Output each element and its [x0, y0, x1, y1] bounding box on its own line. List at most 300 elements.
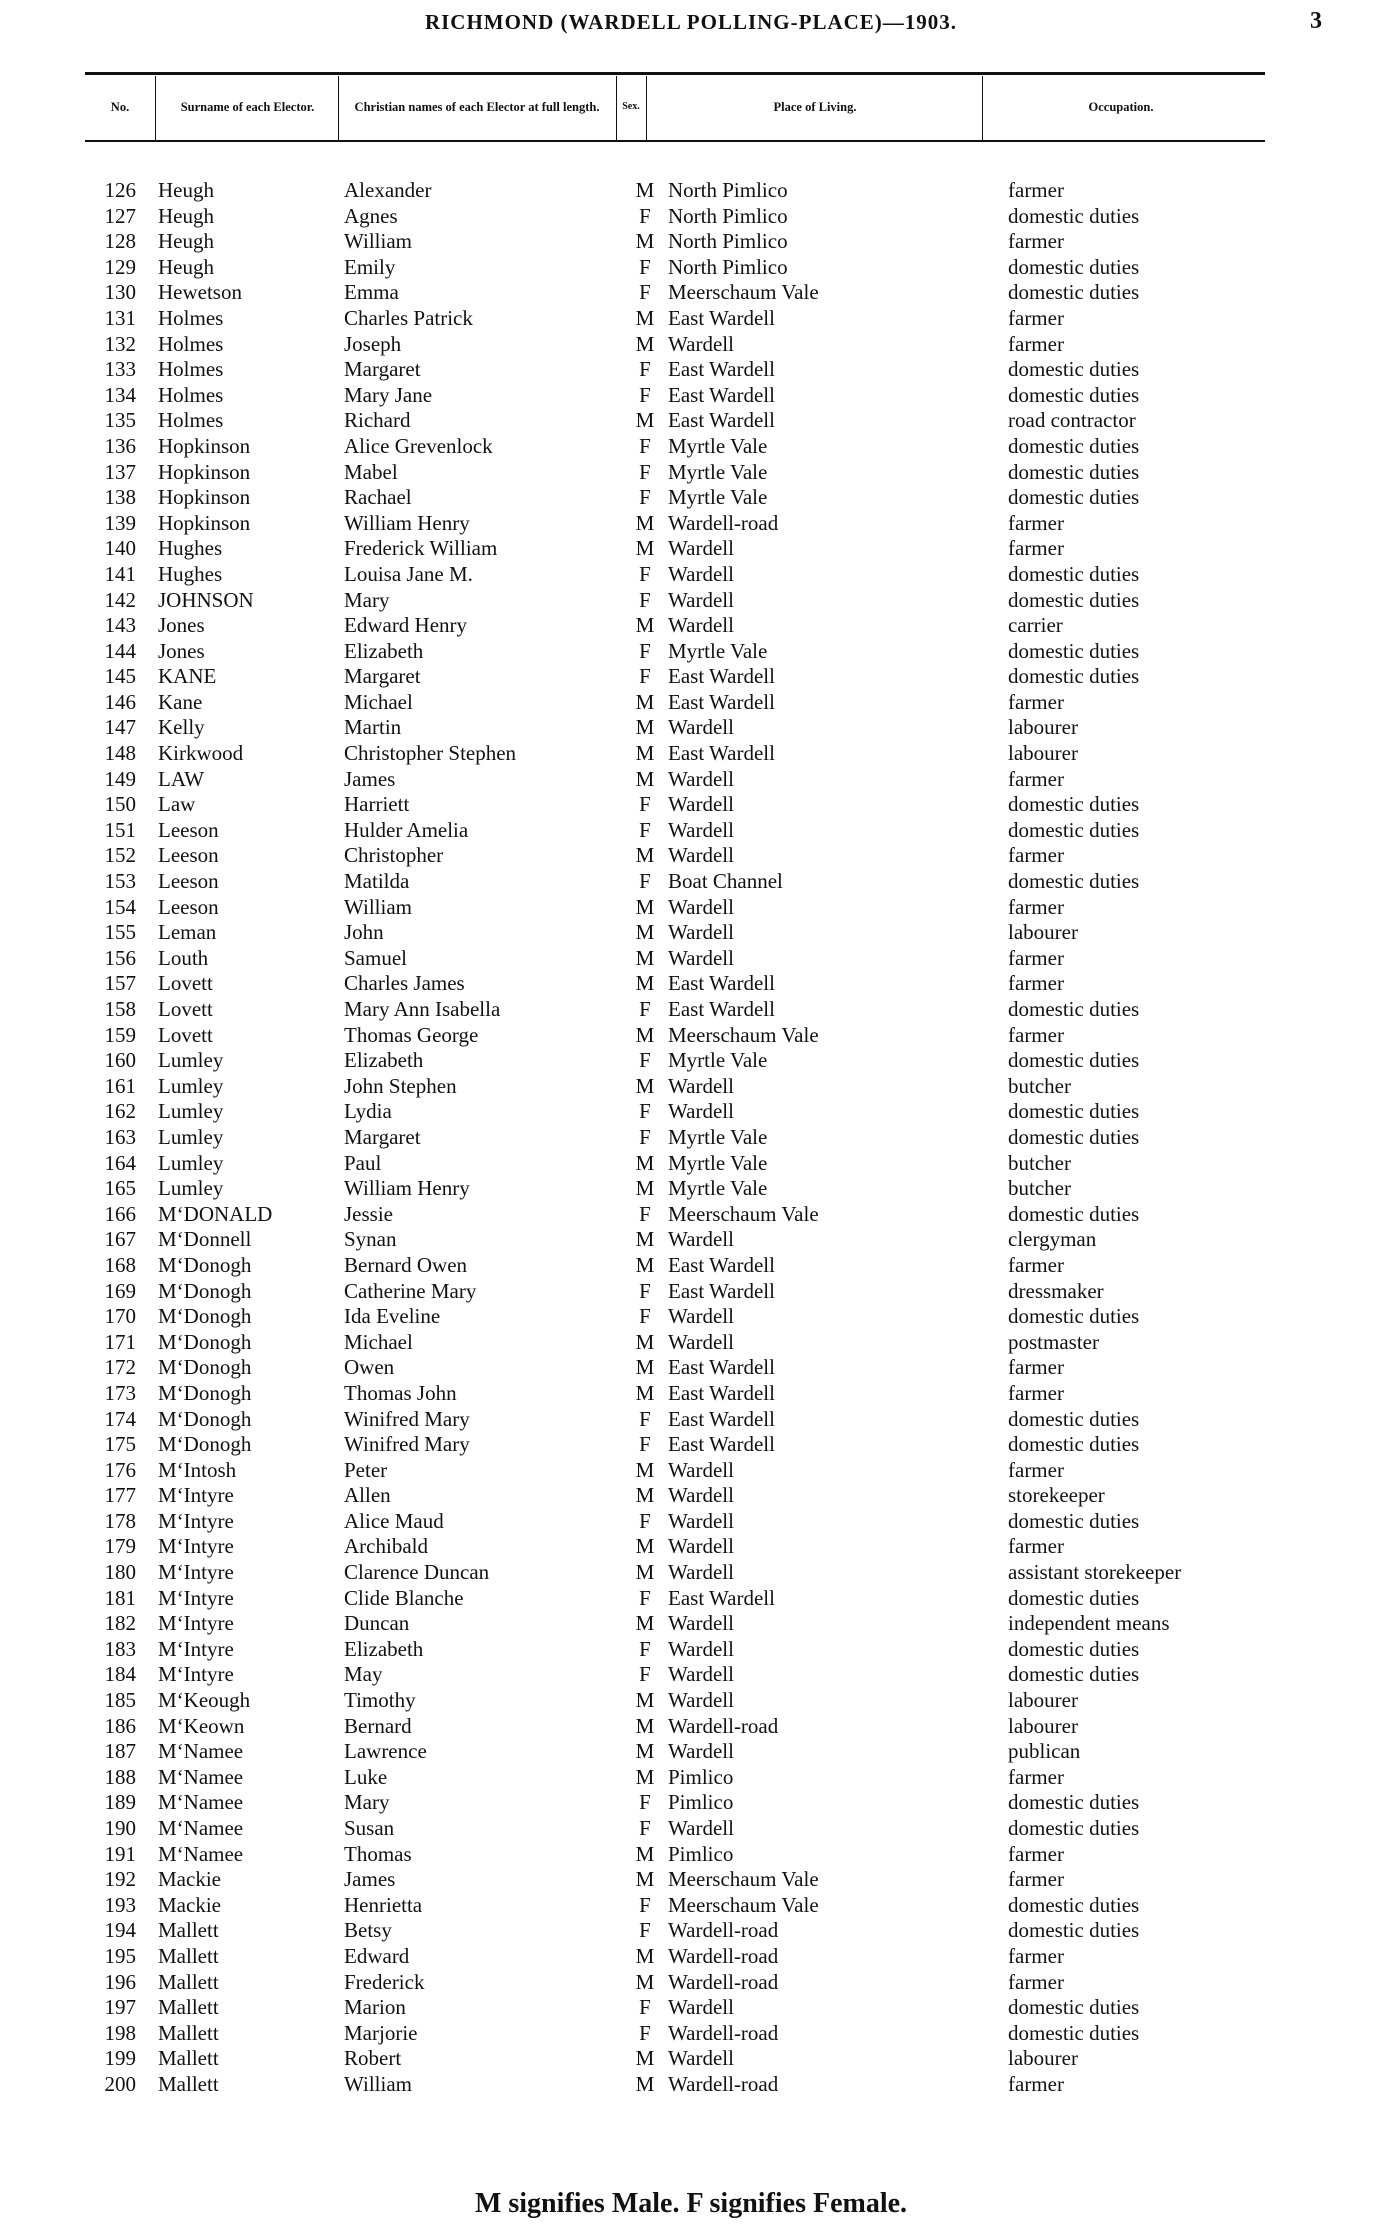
- elector-place-of-living: Wardell: [668, 561, 734, 586]
- elector-surname: M‘Keough: [158, 1688, 251, 1713]
- elector-occupation: labourer: [1008, 741, 1078, 766]
- elector-number: 179: [104, 1534, 136, 1559]
- elector-sex: M: [635, 843, 655, 868]
- elector-surname: Leeson: [158, 843, 219, 868]
- elector-number: 147: [104, 715, 136, 740]
- table-row: [0, 511, 1382, 537]
- elector-sex: F: [639, 1918, 651, 1943]
- elector-christian-names: Richard: [344, 408, 411, 433]
- elector-place-of-living: Myrtle Vale: [668, 459, 768, 484]
- elector-number: 126: [104, 178, 136, 202]
- elector-sex: M: [635, 1022, 655, 1047]
- elector-occupation: farmer: [1008, 510, 1064, 535]
- elector-place-of-living: Myrtle Vale: [668, 433, 768, 458]
- elector-sex: F: [639, 280, 651, 305]
- elector-number: 139: [104, 510, 136, 535]
- elector-sex: M: [635, 1969, 655, 1994]
- elector-sex: M: [635, 2071, 655, 2096]
- elector-sex: M: [635, 920, 655, 945]
- elector-christian-names: Susan: [344, 1816, 395, 1840]
- elector-sex: F: [639, 2020, 651, 2045]
- elector-place-of-living: Wardell: [668, 331, 734, 356]
- elector-occupation: domestic duties: [1008, 485, 1140, 510]
- table-row: [0, 1995, 1382, 2021]
- elector-occupation: clergyman: [1008, 1227, 1097, 1252]
- elector-place-of-living: East Wardell: [668, 664, 775, 689]
- table-row: [0, 2021, 1382, 2047]
- elector-place-of-living: Pimlico: [668, 1790, 734, 1815]
- elector-sex: M: [635, 689, 655, 714]
- table-row: [0, 792, 1382, 818]
- elector-sex: M: [635, 510, 655, 535]
- table-row: [0, 1714, 1382, 1740]
- elector-place-of-living: Pimlico: [668, 1841, 734, 1866]
- elector-occupation: farmer: [1008, 1380, 1064, 1405]
- elector-surname: Mackie: [158, 1892, 221, 1917]
- elector-occupation: farmer: [1008, 331, 1064, 356]
- elector-number: 140: [104, 536, 136, 561]
- elector-number: 129: [104, 254, 136, 279]
- elector-occupation: domestic duties: [1008, 1201, 1140, 1226]
- elector-sex: M: [635, 715, 655, 740]
- table-row: [0, 1637, 1382, 1663]
- elector-christian-names: Edward: [344, 1943, 410, 1968]
- elector-number: 193: [104, 1892, 136, 1917]
- elector-surname: M‘Intosh: [158, 1457, 237, 1482]
- elector-number: 200: [104, 2071, 136, 2096]
- elector-number: 187: [104, 1739, 136, 1764]
- elector-sex: F: [639, 1099, 651, 1124]
- elector-place-of-living: Myrtle Vale: [668, 1176, 768, 1201]
- table-row: [0, 1227, 1382, 1253]
- table-row: [0, 1842, 1382, 1868]
- elector-surname: M‘Donogh: [158, 1432, 252, 1457]
- elector-occupation: labourer: [1008, 1688, 1078, 1713]
- elector-sex: F: [639, 561, 651, 586]
- elector-number: 172: [104, 1355, 136, 1380]
- elector-surname: Holmes: [158, 408, 224, 433]
- elector-sex: F: [639, 1995, 651, 2020]
- elector-surname: M‘Keown: [158, 1713, 245, 1738]
- elector-surname: M‘Intyre: [158, 1636, 234, 1661]
- elector-sex: F: [639, 1406, 651, 1431]
- elector-sex: F: [639, 638, 651, 663]
- elector-number: 145: [104, 664, 136, 689]
- elector-place-of-living: Wardell: [668, 1304, 734, 1329]
- elector-number: 160: [104, 1048, 136, 1073]
- elector-number: 146: [104, 689, 136, 714]
- elector-number: 168: [104, 1252, 136, 1277]
- elector-place-of-living: North Pimlico: [668, 254, 788, 279]
- elector-number: 144: [104, 638, 136, 663]
- elector-christian-names: Luke: [344, 1764, 388, 1789]
- elector-number: 189: [104, 1790, 136, 1815]
- elector-christian-names: Matilda: [344, 869, 410, 894]
- elector-surname: M‘Namee: [158, 1816, 244, 1840]
- elector-place-of-living: North Pimlico: [668, 203, 788, 228]
- elector-christian-names: John: [344, 920, 384, 945]
- elector-occupation: postmaster: [1008, 1329, 1099, 1354]
- elector-occupation: domestic duties: [1008, 1508, 1140, 1533]
- elector-sex: M: [635, 1560, 655, 1585]
- elector-christian-names: Harriett: [344, 792, 410, 817]
- table-row: [0, 588, 1382, 614]
- elector-christian-names: Agnes: [344, 203, 398, 228]
- elector-surname: Mackie: [158, 1867, 221, 1892]
- elector-place-of-living: East Wardell: [668, 1380, 775, 1405]
- elector-sex: F: [639, 1124, 651, 1149]
- elector-occupation: domestic duties: [1008, 357, 1140, 382]
- elector-occupation: farmer: [1008, 1252, 1064, 1277]
- elector-christian-names: Elizabeth: [344, 638, 424, 663]
- header-no: No.: [110, 100, 130, 114]
- elector-christian-names: Martin: [344, 715, 402, 740]
- elector-surname: Heugh: [158, 254, 214, 279]
- elector-place-of-living: Wardell: [668, 536, 734, 561]
- elector-occupation: assistant storekeeper: [1008, 1560, 1182, 1585]
- elector-sex: M: [635, 1380, 655, 1405]
- elector-occupation: domestic duties: [1008, 280, 1140, 305]
- elector-occupation: domestic duties: [1008, 792, 1140, 817]
- elector-christian-names: Winifred Mary: [344, 1406, 470, 1431]
- elector-place-of-living: Wardell: [668, 1457, 734, 1482]
- elector-christian-names: Michael: [344, 689, 413, 714]
- elector-place-of-living: Wardell: [668, 894, 734, 919]
- elector-number: 143: [104, 613, 136, 638]
- elector-surname: M‘Intyre: [158, 1560, 234, 1585]
- table-row: [0, 715, 1382, 741]
- elector-place-of-living: Wardell-road: [668, 2020, 779, 2045]
- elector-sex: M: [635, 1841, 655, 1866]
- table-row: [0, 2046, 1382, 2072]
- elector-place-of-living: Wardell: [668, 1739, 734, 1764]
- elector-occupation: farmer: [1008, 178, 1064, 202]
- elector-surname: Heugh: [158, 178, 214, 202]
- elector-christian-names: Henrietta: [344, 1892, 423, 1917]
- elector-occupation: domestic duties: [1008, 1048, 1140, 1073]
- elector-number: 176: [104, 1457, 136, 1482]
- elector-occupation: labourer: [1008, 1713, 1078, 1738]
- elector-occupation: farmer: [1008, 1867, 1064, 1892]
- elector-place-of-living: Meerschaum Vale: [668, 1867, 819, 1892]
- elector-surname: Holmes: [158, 382, 224, 407]
- elector-number: 170: [104, 1304, 136, 1329]
- elector-occupation: domestic duties: [1008, 382, 1140, 407]
- elector-place-of-living: Wardell-road: [668, 1943, 779, 1968]
- table-row: [0, 357, 1382, 383]
- elector-sex: M: [635, 1611, 655, 1636]
- elector-christian-names: Alice Maud: [344, 1508, 444, 1533]
- elector-christian-names: Michael: [344, 1329, 413, 1354]
- elector-place-of-living: Boat Channel: [668, 869, 783, 894]
- elector-place-of-living: Wardell: [668, 1662, 734, 1687]
- elector-christian-names: Owen: [344, 1355, 395, 1380]
- elector-number: 141: [104, 561, 136, 586]
- elector-place-of-living: Myrtle Vale: [668, 638, 768, 663]
- elector-surname: M‘Intyre: [158, 1534, 234, 1559]
- table-row: [0, 1074, 1382, 1100]
- elector-sex: M: [635, 1073, 655, 1098]
- table-row: [0, 1560, 1382, 1586]
- table-row: [0, 229, 1382, 255]
- header-place-of-living: Place of Living.: [773, 100, 857, 114]
- elector-sex: F: [639, 1636, 651, 1661]
- elector-number: 169: [104, 1278, 136, 1303]
- elector-christian-names: Bernard: [344, 1713, 412, 1738]
- elector-surname: Holmes: [158, 331, 224, 356]
- elector-occupation: farmer: [1008, 945, 1064, 970]
- elector-sex: M: [635, 894, 655, 919]
- elector-occupation: farmer: [1008, 971, 1064, 996]
- elector-place-of-living: East Wardell: [668, 971, 775, 996]
- elector-christian-names: Margaret: [344, 1124, 421, 1149]
- elector-occupation: domestic duties: [1008, 1585, 1140, 1610]
- elector-place-of-living: East Wardell: [668, 1585, 775, 1610]
- elector-place-of-living: Wardell: [668, 920, 734, 945]
- elector-christian-names: William: [344, 229, 412, 254]
- elector-place-of-living: Wardell: [668, 2046, 734, 2071]
- elector-christian-names: Synan: [344, 1227, 397, 1252]
- elector-surname: Hewetson: [158, 280, 242, 305]
- elector-christian-names: Mary Jane: [344, 382, 433, 407]
- elector-christian-names: Thomas George: [344, 1022, 479, 1047]
- elector-christian-names: William: [344, 2071, 412, 2096]
- elector-sex: M: [635, 971, 655, 996]
- elector-number: 162: [104, 1099, 136, 1124]
- elector-christian-names: Emily: [344, 254, 396, 279]
- elector-occupation: dressmaker: [1008, 1278, 1104, 1303]
- elector-occupation: domestic duties: [1008, 254, 1140, 279]
- table-row: [0, 1867, 1382, 1893]
- table-row: [0, 1944, 1382, 1970]
- elector-place-of-living: Pimlico: [668, 1764, 734, 1789]
- elector-occupation: farmer: [1008, 1022, 1064, 1047]
- elector-surname: Mallett: [158, 2071, 219, 2096]
- header-christian-names: Christian names of each Elector at full length.: [354, 100, 600, 114]
- elector-sex: M: [635, 1355, 655, 1380]
- elector-surname: Mallett: [158, 1969, 219, 1994]
- elector-place-of-living: North Pimlico: [668, 178, 788, 202]
- elector-surname: M‘Namee: [158, 1739, 244, 1764]
- elector-surname: Mallett: [158, 1943, 219, 1968]
- elector-occupation: domestic duties: [1008, 638, 1140, 663]
- elector-surname: Holmes: [158, 357, 224, 382]
- elector-surname: Mallett: [158, 1995, 219, 2020]
- elector-occupation: domestic duties: [1008, 1662, 1140, 1687]
- elector-christian-names: Allen: [344, 1483, 391, 1508]
- elector-occupation: farmer: [1008, 1764, 1064, 1789]
- table-row: [0, 2072, 1382, 2098]
- table-row: [0, 690, 1382, 716]
- elector-christian-names: Marjorie: [344, 2020, 418, 2045]
- header-divider: [616, 76, 617, 140]
- table-row: [0, 1381, 1382, 1407]
- elector-place-of-living: North Pimlico: [668, 229, 788, 254]
- table-row: [0, 1893, 1382, 1919]
- elector-christian-names: Thomas: [344, 1841, 412, 1866]
- elector-place-of-living: Myrtle Vale: [668, 1150, 768, 1175]
- table-row: [0, 1458, 1382, 1484]
- elector-sex: F: [639, 1278, 651, 1303]
- table-row: [0, 485, 1382, 511]
- elector-surname: Lovett: [158, 997, 213, 1021]
- elector-number: 195: [104, 1943, 136, 1968]
- elector-occupation: farmer: [1008, 1534, 1064, 1559]
- elector-occupation: butcher: [1008, 1176, 1071, 1201]
- elector-sex: F: [639, 459, 651, 484]
- elector-christian-names: Archibald: [344, 1534, 428, 1559]
- elector-occupation: independent means: [1008, 1611, 1170, 1636]
- elector-surname: M‘Donnell: [158, 1227, 252, 1252]
- elector-surname: Law: [158, 792, 196, 817]
- elector-christian-names: John Stephen: [344, 1073, 457, 1098]
- table-row: [0, 255, 1382, 281]
- elector-christian-names: William Henry: [344, 510, 470, 535]
- elector-occupation: farmer: [1008, 536, 1064, 561]
- table-row: [0, 1611, 1382, 1637]
- elector-surname: Lumley: [158, 1150, 224, 1175]
- elector-christian-names: Rachael: [344, 485, 412, 510]
- elector-number: 132: [104, 331, 136, 356]
- elector-place-of-living: Wardell: [668, 1073, 734, 1098]
- elector-surname: M‘DONALD: [158, 1201, 273, 1226]
- elector-christian-names: Lydia: [344, 1099, 392, 1124]
- elector-sex: M: [635, 178, 655, 202]
- elector-surname: Jones: [158, 638, 205, 663]
- elector-place-of-living: Wardell: [668, 1483, 734, 1508]
- elector-occupation: domestic duties: [1008, 2020, 1140, 2045]
- elector-surname: Kane: [158, 689, 203, 714]
- elector-number: 136: [104, 433, 136, 458]
- elector-place-of-living: Wardell-road: [668, 2071, 779, 2096]
- elector-place-of-living: Wardell-road: [668, 1713, 779, 1738]
- elector-place-of-living: Wardell: [668, 1227, 734, 1252]
- elector-number: 161: [104, 1073, 136, 1098]
- elector-number: 137: [104, 459, 136, 484]
- elector-number: 128: [104, 229, 136, 254]
- elector-place-of-living: East Wardell: [668, 305, 775, 330]
- elector-christian-names: Frederick William: [344, 536, 498, 561]
- elector-surname: KANE: [158, 664, 217, 689]
- elector-christian-names: Margaret: [344, 357, 421, 382]
- elector-christian-names: Ida Eveline: [344, 1304, 441, 1329]
- table-row: [0, 332, 1382, 358]
- elector-surname: Leeson: [158, 869, 219, 894]
- elector-christian-names: Betsy: [344, 1918, 392, 1943]
- elector-surname: Lumley: [158, 1124, 224, 1149]
- elector-occupation: domestic duties: [1008, 997, 1140, 1021]
- elector-number: 198: [104, 2020, 136, 2045]
- elector-sex: M: [635, 1150, 655, 1175]
- elector-place-of-living: Meerschaum Vale: [668, 1892, 819, 1917]
- table-row: [0, 178, 1382, 204]
- elector-place-of-living: East Wardell: [668, 689, 775, 714]
- header-sex: Sex.: [622, 101, 640, 112]
- elector-sex: F: [639, 203, 651, 228]
- table-row: [0, 1739, 1382, 1765]
- elector-number: 142: [104, 587, 136, 612]
- table-row: [0, 767, 1382, 793]
- table-row: [0, 1765, 1382, 1791]
- header-divider: [982, 76, 983, 140]
- elector-place-of-living: Wardell: [668, 1611, 734, 1636]
- elector-occupation: domestic duties: [1008, 203, 1140, 228]
- elector-surname: Holmes: [158, 305, 224, 330]
- elector-sex: F: [639, 1790, 651, 1815]
- elector-sex: M: [635, 1713, 655, 1738]
- elector-number: 183: [104, 1636, 136, 1661]
- elector-place-of-living: East Wardell: [668, 1252, 775, 1277]
- header-divider: [338, 76, 339, 140]
- elector-occupation: domestic duties: [1008, 1892, 1140, 1917]
- elector-list: [0, 178, 1382, 2098]
- elector-surname: Hughes: [158, 561, 223, 586]
- elector-christian-names: Timothy: [344, 1688, 416, 1713]
- elector-surname: Lumley: [158, 1048, 224, 1073]
- elector-occupation: carrier: [1008, 613, 1063, 638]
- elector-sex: F: [639, 997, 651, 1021]
- elector-sex: M: [635, 1764, 655, 1789]
- elector-place-of-living: Meerschaum Vale: [668, 1022, 819, 1047]
- elector-place-of-living: East Wardell: [668, 1278, 775, 1303]
- elector-surname: Kirkwood: [158, 741, 244, 766]
- elector-sex: M: [635, 613, 655, 638]
- elector-number: 163: [104, 1124, 136, 1149]
- elector-sex: M: [635, 229, 655, 254]
- elector-place-of-living: Wardell: [668, 1688, 734, 1713]
- elector-occupation: domestic duties: [1008, 1995, 1140, 2020]
- header-occupation: Occupation.: [1088, 100, 1154, 114]
- table-row: [0, 1099, 1382, 1125]
- table-row: [0, 1330, 1382, 1356]
- elector-number: 173: [104, 1380, 136, 1405]
- elector-number: 188: [104, 1764, 136, 1789]
- elector-christian-names: Alice Grevenlock: [344, 433, 493, 458]
- elector-occupation: farmer: [1008, 1943, 1064, 1968]
- elector-occupation: domestic duties: [1008, 869, 1140, 894]
- elector-number: 186: [104, 1713, 136, 1738]
- elector-surname: M‘Intyre: [158, 1585, 234, 1610]
- elector-place-of-living: East Wardell: [668, 1432, 775, 1457]
- elector-surname: M‘Donogh: [158, 1380, 252, 1405]
- elector-surname: Leeson: [158, 894, 219, 919]
- elector-christian-names: Mary: [344, 587, 390, 612]
- elector-place-of-living: Wardell: [668, 843, 734, 868]
- table-row: [0, 1202, 1382, 1228]
- elector-place-of-living: Wardell: [668, 945, 734, 970]
- table-row: [0, 741, 1382, 767]
- elector-sex: F: [639, 1585, 651, 1610]
- elector-christian-names: Emma: [344, 280, 399, 305]
- elector-surname: M‘Intyre: [158, 1508, 234, 1533]
- elector-christian-names: Mary Ann Isabella: [344, 997, 501, 1021]
- table-row: [0, 613, 1382, 639]
- elector-surname: Heugh: [158, 203, 214, 228]
- elector-occupation: farmer: [1008, 894, 1064, 919]
- elector-sex: F: [639, 433, 651, 458]
- table-row: [0, 1586, 1382, 1612]
- elector-sex: F: [639, 1508, 651, 1533]
- table-row: [0, 971, 1382, 997]
- elector-surname: Mallett: [158, 2020, 219, 2045]
- elector-number: 171: [104, 1329, 136, 1354]
- elector-sex: M: [635, 1252, 655, 1277]
- elector-place-of-living: East Wardell: [668, 357, 775, 382]
- elector-surname: Lovett: [158, 1022, 213, 1047]
- elector-number: 175: [104, 1432, 136, 1457]
- elector-christian-names: Edward Henry: [344, 613, 468, 638]
- table-row: [0, 1918, 1382, 1944]
